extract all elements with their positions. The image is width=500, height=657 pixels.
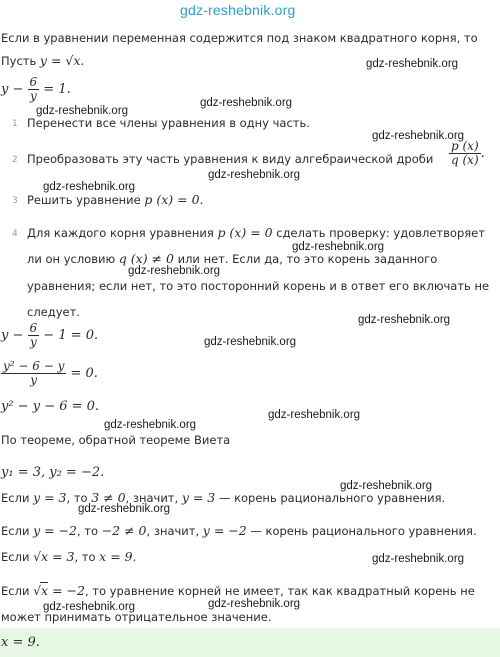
check-text: — корень рационального уравнения.: [246, 524, 477, 538]
watermark: gdz-reshebnik.org: [372, 130, 465, 142]
negative-case-text: , то уравнение корней не имеет, так как квадратный корень не: [84, 584, 475, 598]
derivation-eq-2-fraction: [1, 360, 66, 387]
check-math: y = 3: [33, 490, 67, 505]
equation-start-rhs: = 1.: [43, 82, 71, 97]
negative-case-math: = −2: [48, 583, 85, 598]
step-2-fraction: $\frac{p (x)}{q (x)}$ .: [451, 139, 485, 167]
check-text: Если: [1, 550, 34, 564]
watermark: gdz-reshebnik.org: [128, 265, 221, 277]
check-text: Если: [1, 491, 34, 505]
equation-start-fraction: [28, 76, 40, 103]
fraction-denominator: y: [29, 89, 37, 103]
watermark: gdz-reshebnik.org: [43, 601, 136, 613]
step-4-text-c: ли он условию: [27, 252, 116, 266]
step-text: [27, 152, 433, 166]
check-math: = 3: [48, 549, 75, 564]
vieta-text: По теореме, обратной теореме Виета: [1, 433, 231, 447]
step-4-text-b: сделать проверку: удовлетворяет: [276, 226, 485, 240]
check-math: 3 ≠ 0: [91, 490, 126, 505]
check-sqrt-x-3: [1, 550, 136, 564]
watermark: gdz-reshebnik.org: [78, 503, 171, 515]
step-number: 3: [12, 196, 18, 206]
watermark: gdz-reshebnik.org: [340, 480, 433, 492]
watermark: gdz-reshebnik.org: [200, 97, 293, 109]
watermark: gdz-reshebnik.org: [292, 241, 385, 253]
check-text: , то: [77, 524, 102, 538]
derivation-eq-1-fraction: [28, 322, 40, 349]
step-3-text: Решить уравнение: [27, 193, 141, 207]
watermark: gdz-reshebnik.org: [366, 58, 459, 70]
watermark: gdz-reshebnik.org: [204, 336, 297, 348]
check-y-neg2: [1, 524, 477, 538]
check-math: −2 ≠ 0: [101, 523, 147, 538]
answer-bar: [0, 628, 500, 657]
substitution-math: y = √x.: [39, 53, 85, 68]
site-watermark-header: gdz-reshebnik.org: [180, 2, 296, 18]
step-4-line-1: [27, 226, 485, 240]
step-number: 1: [12, 119, 18, 129]
fraction-denominator: y: [30, 373, 38, 387]
equation-start-lhs: y −: [1, 82, 24, 97]
watermark: gdz-reshebnik.org: [208, 169, 301, 181]
check-math: √x: [33, 549, 49, 564]
check-text: , значит,: [125, 491, 182, 505]
negative-case-line-1: [1, 584, 475, 598]
step-4-text-d: или нет. Если да, то это корень заданного: [177, 252, 438, 266]
check-text: — корень рационального уравнения.: [215, 491, 446, 505]
derivation-eq-2: [1, 360, 98, 387]
answer: x = 9.: [1, 635, 40, 650]
step-number: 2: [12, 155, 18, 165]
step-2-text: Преобразовать эту часть уравнения к виду алгебраической дроби: [27, 152, 434, 166]
step-4-math-b: q (x) ≠ 0: [118, 251, 174, 266]
check-text: , то: [66, 491, 92, 505]
step-text: Перенести все члены уравнения в одну часть.: [27, 116, 310, 130]
watermark: gdz-reshebnik.org: [104, 419, 197, 431]
derivation-eq-1: [1, 322, 98, 349]
intro-text: Если в уравнении переменная содержится под знаком квадратного корня, то: [1, 31, 478, 45]
step-4-line-4: следует.: [27, 305, 80, 319]
sqrt-radicand: x: [41, 583, 49, 598]
substitution-line: [1, 54, 84, 68]
step-3-math: p (x) = 0.: [144, 192, 204, 207]
derivation-eq-3: y² − y − 6 = 0.: [1, 399, 100, 414]
negative-case-line-2: может принимать отрицательное значение.: [1, 610, 272, 624]
watermark: gdz-reshebnik.org: [268, 409, 361, 421]
step-4-text-a: Для каждого корня уравнения: [27, 226, 214, 240]
fraction-denominator: y: [29, 335, 37, 349]
check-math: x = 9: [99, 549, 133, 564]
derivation-eq-1-rhs: − 1 = 0.: [43, 328, 99, 343]
fraction-denominator: q (x): [451, 153, 479, 167]
fraction-numerator: y² − 6 − y: [3, 359, 65, 373]
roots-line: y₁ = 3, y₂ = −2.: [1, 465, 105, 480]
watermark: gdz-reshebnik.org: [208, 598, 301, 610]
equation-start: [1, 76, 71, 103]
fraction-numerator: 6: [29, 321, 38, 335]
watermark: gdz-reshebnik.org: [43, 181, 136, 193]
derivation-eq-1-lhs: y −: [1, 328, 24, 343]
check-text: , то: [74, 550, 100, 564]
step-4-line-2: [27, 252, 437, 266]
fraction-numerator: 6: [29, 75, 38, 89]
check-y-3: [1, 491, 445, 505]
check-text: , значит,: [146, 524, 203, 538]
substitution-prefix: Пусть: [1, 54, 40, 68]
check-math: y = 3: [181, 490, 216, 505]
step-text: [27, 193, 204, 207]
step-4-line-3: уравнения; если нет, то это посторонний корень и в ответ его включать не: [27, 279, 490, 293]
step-4-math-a: p (x) = 0: [217, 225, 273, 240]
derivation-eq-2-rhs: = 0.: [70, 366, 98, 381]
watermark: gdz-reshebnik.org: [372, 553, 465, 565]
fraction-numerator: p (x): [451, 139, 479, 153]
sqrt-symbol: √x: [33, 583, 49, 598]
check-math: y = −2: [202, 523, 247, 538]
check-text: .: [132, 550, 137, 564]
watermark: gdz-reshebnik.org: [358, 314, 451, 326]
check-text: Если: [1, 524, 34, 538]
check-math: y = −2: [33, 523, 77, 538]
step-number: 4: [12, 229, 18, 239]
watermark: gdz-reshebnik.org: [36, 105, 129, 117]
negative-case-text: Если: [1, 584, 34, 598]
